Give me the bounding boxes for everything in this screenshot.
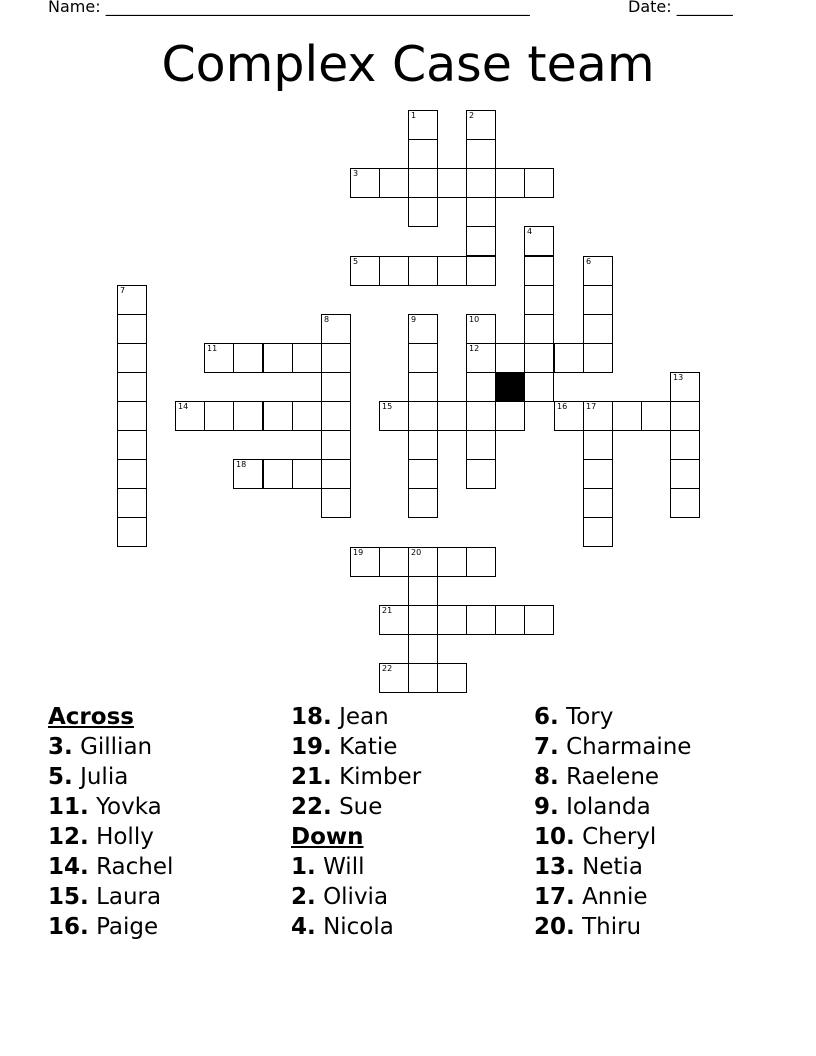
clue-down-9 <box>534 792 691 822</box>
grid-cell[interactable] <box>583 343 613 373</box>
clue-across-12 <box>48 822 173 852</box>
date-line: _______ <box>676 0 733 16</box>
clue-text: Iolanda <box>566 794 651 820</box>
grid-cell[interactable] <box>641 401 671 431</box>
cell-number: 5 <box>353 257 359 266</box>
across-heading: Across <box>48 704 134 730</box>
grid-cell[interactable] <box>379 663 409 693</box>
grid-cell[interactable] <box>466 343 496 373</box>
grid-cell[interactable] <box>583 256 613 286</box>
clue-text: Kimber <box>339 764 422 790</box>
grid-cell[interactable] <box>466 139 496 169</box>
grid-cell[interactable] <box>321 343 351 373</box>
grid-cell[interactable] <box>379 168 409 198</box>
name-line: _____________________________________________________ <box>105 0 530 16</box>
clue-number: 19. <box>291 734 332 760</box>
grid-cell[interactable] <box>466 605 496 635</box>
cell-number: 1 <box>411 111 417 120</box>
clue-number: 1. <box>291 854 316 880</box>
grid-cell[interactable] <box>583 430 613 460</box>
grid-cell[interactable] <box>524 256 554 286</box>
clue-text: Tory <box>566 704 614 730</box>
grid-cell[interactable] <box>466 372 496 402</box>
clue-text: Yovka <box>96 794 162 820</box>
clue-number: 18. <box>291 704 332 730</box>
grid-cell[interactable] <box>466 459 496 489</box>
grid-cell[interactable] <box>583 488 613 518</box>
grid-cell[interactable] <box>495 605 525 635</box>
clue-text: Raelene <box>566 764 660 790</box>
grid-cell[interactable] <box>408 459 438 489</box>
grid-cell[interactable] <box>524 314 554 344</box>
grid-cell[interactable] <box>408 634 438 664</box>
grid-cell[interactable] <box>408 197 438 227</box>
grid-cell[interactable] <box>408 663 438 693</box>
grid-cell[interactable] <box>263 401 293 431</box>
clue-column-2 <box>291 702 421 942</box>
grid-cell[interactable] <box>408 343 438 373</box>
clue-down-1 <box>291 852 421 882</box>
grid-cell[interactable] <box>495 168 525 198</box>
grid-cell[interactable] <box>612 401 642 431</box>
clue-number: 12. <box>48 824 89 850</box>
clue-number: 2. <box>291 884 316 910</box>
grid-cell[interactable] <box>117 314 147 344</box>
grid-cell[interactable] <box>379 401 409 431</box>
down-heading: Down <box>291 824 364 850</box>
clue-across-15 <box>48 882 173 912</box>
clue-number: 17. <box>534 884 575 910</box>
clue-across-11 <box>48 792 173 822</box>
cell-number: 20 <box>411 548 422 557</box>
grid-cell[interactable] <box>117 401 147 431</box>
clue-text: Gillian <box>80 734 153 760</box>
grid-cell[interactable] <box>117 459 147 489</box>
clue-number: 8. <box>534 764 559 790</box>
grid-cell[interactable] <box>350 256 380 286</box>
clue-down-8 <box>534 762 691 792</box>
grid-cell[interactable] <box>321 401 351 431</box>
grid-cell[interactable] <box>321 372 351 402</box>
grid-cell[interactable] <box>117 285 147 315</box>
clue-across-18 <box>291 702 421 732</box>
clue-text: Thiru <box>582 914 642 940</box>
grid-cell[interactable] <box>321 430 351 460</box>
grid-cell[interactable] <box>233 459 263 489</box>
cell-number: 10 <box>469 315 480 324</box>
grid-cell[interactable] <box>379 256 409 286</box>
grid-cell[interactable] <box>524 372 554 402</box>
grid-cell[interactable] <box>204 343 234 373</box>
clue-down-13 <box>534 852 691 882</box>
grid-cell[interactable] <box>263 459 293 489</box>
clue-text: Jean <box>339 704 389 730</box>
puzzle-title: Complex Case team <box>161 36 655 93</box>
grid-cell[interactable] <box>466 314 496 344</box>
clue-across-3 <box>48 732 173 762</box>
grid-cell[interactable] <box>233 343 263 373</box>
clue-across-14 <box>48 852 173 882</box>
clue-text: Netia <box>582 854 643 880</box>
grid-cell[interactable] <box>408 576 438 606</box>
clue-down-17 <box>534 882 691 912</box>
grid-cell[interactable] <box>670 459 700 489</box>
clue-text: Paige <box>96 914 159 940</box>
grid-cell[interactable] <box>408 547 438 577</box>
clue-number: 20. <box>534 914 575 940</box>
grid-cell[interactable] <box>670 488 700 518</box>
black-cell <box>495 372 525 402</box>
grid-cell[interactable] <box>379 605 409 635</box>
grid-cell[interactable] <box>466 256 496 286</box>
cell-number: 18 <box>236 460 247 469</box>
grid-cell[interactable] <box>583 517 613 547</box>
cell-number: 21 <box>382 606 393 615</box>
cell-number: 22 <box>382 664 393 673</box>
clue-text: Cheryl <box>582 824 657 850</box>
grid-cell[interactable] <box>292 459 322 489</box>
grid-cell[interactable] <box>495 343 525 373</box>
clue-across-19 <box>291 732 421 762</box>
grid-cell[interactable] <box>117 430 147 460</box>
clue-number: 13. <box>534 854 575 880</box>
grid-cell[interactable] <box>583 401 613 431</box>
clue-number: 16. <box>48 914 89 940</box>
clue-down-7 <box>534 732 691 762</box>
grid-cell[interactable] <box>117 372 147 402</box>
grid-cell[interactable] <box>117 517 147 547</box>
cell-number: 12 <box>469 344 480 353</box>
cell-number: 7 <box>120 286 126 295</box>
cell-number: 3 <box>353 169 359 178</box>
grid-cell[interactable] <box>554 343 584 373</box>
grid-cell[interactable] <box>408 430 438 460</box>
grid-cell[interactable] <box>524 605 554 635</box>
grid-cell[interactable] <box>408 605 438 635</box>
grid-cell[interactable] <box>350 547 380 577</box>
clue-number: 14. <box>48 854 89 880</box>
grid-cell[interactable] <box>204 401 234 431</box>
clue-across-22 <box>291 792 421 822</box>
clue-across-16 <box>48 912 173 942</box>
grid-cell[interactable] <box>408 168 438 198</box>
grid-cell[interactable] <box>466 197 496 227</box>
clue-text: Nicola <box>323 914 394 940</box>
grid-cell[interactable] <box>466 168 496 198</box>
grid-cell[interactable] <box>583 314 613 344</box>
grid-cell[interactable] <box>670 430 700 460</box>
cell-number: 16 <box>557 402 568 411</box>
grid-cell[interactable] <box>408 256 438 286</box>
grid-cell[interactable] <box>466 430 496 460</box>
clue-number: 3. <box>48 734 73 760</box>
grid-cell[interactable] <box>408 488 438 518</box>
clue-across-21 <box>291 762 421 792</box>
cell-number: 9 <box>411 315 417 324</box>
clue-column-3 <box>534 702 691 942</box>
clue-number: 5. <box>48 764 73 790</box>
grid-cell[interactable] <box>466 547 496 577</box>
grid-cell[interactable] <box>437 256 467 286</box>
grid-cell[interactable] <box>524 343 554 373</box>
clue-number: 7. <box>534 734 559 760</box>
clue-number: 11. <box>48 794 89 820</box>
cell-number: 2 <box>469 111 475 120</box>
grid-cell[interactable] <box>408 372 438 402</box>
grid-cell[interactable] <box>466 226 496 256</box>
clue-text: Holly <box>96 824 154 850</box>
grid-cell[interactable] <box>408 314 438 344</box>
grid-cell[interactable] <box>583 285 613 315</box>
clue-number: 15. <box>48 884 89 910</box>
cell-number: 14 <box>178 402 189 411</box>
clue-text: Sue <box>339 794 383 820</box>
cell-number: 6 <box>586 257 592 266</box>
cell-number: 19 <box>353 548 364 557</box>
clue-text: Annie <box>582 884 648 910</box>
grid-cell[interactable] <box>554 401 584 431</box>
grid-cell[interactable] <box>437 401 467 431</box>
grid-cell[interactable] <box>321 459 351 489</box>
grid-cell[interactable] <box>670 372 700 402</box>
clue-text: Will <box>323 854 365 880</box>
clue-down-10 <box>534 822 691 852</box>
clue-number: 10. <box>534 824 575 850</box>
grid-cell[interactable] <box>408 139 438 169</box>
clue-text: Rachel <box>96 854 174 880</box>
clue-number: 6. <box>534 704 559 730</box>
cell-number: 11 <box>207 344 218 353</box>
clue-number: 21. <box>291 764 332 790</box>
grid-cell[interactable] <box>321 314 351 344</box>
clue-column-1 <box>48 702 173 942</box>
grid-cell[interactable] <box>408 110 438 140</box>
clue-down-20 <box>534 912 691 942</box>
clue-number: 9. <box>534 794 559 820</box>
grid-cell[interactable] <box>495 401 525 431</box>
grid-cell[interactable] <box>117 488 147 518</box>
grid-cell[interactable] <box>466 110 496 140</box>
name-label: Name: <box>48 0 101 16</box>
grid-cell[interactable] <box>524 226 554 256</box>
clue-across-5 <box>48 762 173 792</box>
grid-cell[interactable] <box>321 488 351 518</box>
clue-down-4 <box>291 912 421 942</box>
cell-number: 17 <box>586 402 597 411</box>
grid-cell[interactable] <box>583 459 613 489</box>
clue-text: Charmaine <box>566 734 692 760</box>
grid-cell[interactable] <box>263 343 293 373</box>
clue-text: Julia <box>80 764 129 790</box>
clue-down-2 <box>291 882 421 912</box>
grid-cell[interactable] <box>437 605 467 635</box>
clue-number: 4. <box>291 914 316 940</box>
date-label: Date: <box>628 0 672 16</box>
grid-cell[interactable] <box>524 285 554 315</box>
grid-cell[interactable] <box>524 168 554 198</box>
grid-cell[interactable] <box>670 401 700 431</box>
clue-number: 22. <box>291 794 332 820</box>
clue-text: Olivia <box>323 884 389 910</box>
grid-cell[interactable] <box>437 168 467 198</box>
clue-down-6 <box>534 702 691 732</box>
cell-number: 8 <box>324 315 330 324</box>
clue-text: Laura <box>96 884 162 910</box>
grid-cell[interactable] <box>175 401 205 431</box>
grid-cell[interactable] <box>292 343 322 373</box>
grid-cell[interactable] <box>350 168 380 198</box>
grid-cell[interactable] <box>379 547 409 577</box>
grid-cell[interactable] <box>292 401 322 431</box>
cell-number: 13 <box>673 373 684 382</box>
grid-cell[interactable] <box>117 343 147 373</box>
cell-number: 15 <box>382 402 393 411</box>
cell-number: 4 <box>527 227 533 236</box>
grid-cell[interactable] <box>408 401 438 431</box>
grid-cell[interactable] <box>437 547 467 577</box>
clue-text: Katie <box>339 734 398 760</box>
grid-cell[interactable] <box>437 663 467 693</box>
grid-cell[interactable] <box>233 401 263 431</box>
grid-cell[interactable] <box>466 401 496 431</box>
